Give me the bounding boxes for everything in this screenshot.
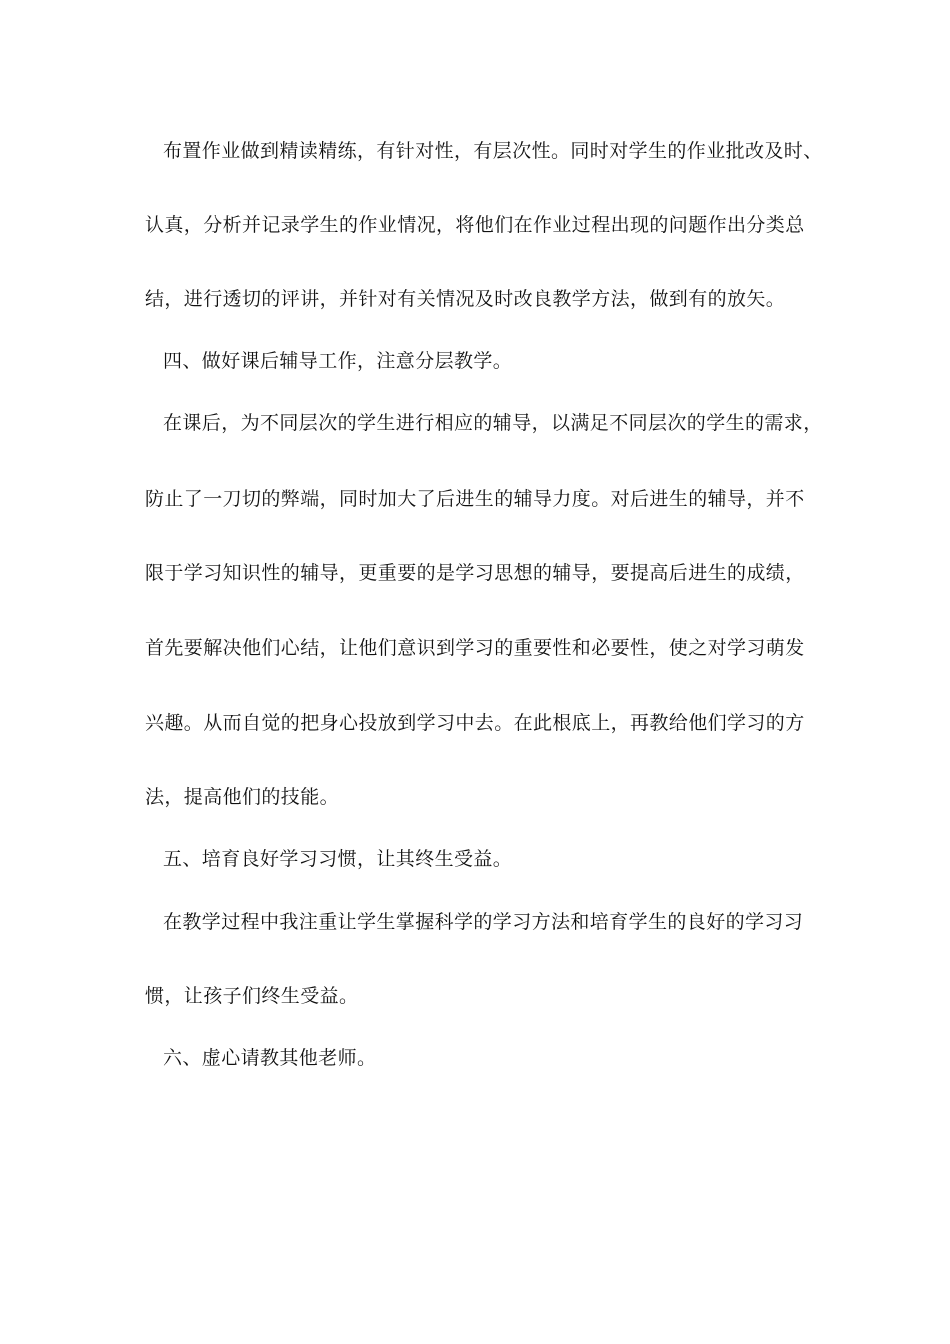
paragraph-line: 结，进行透切的评讲，并针对有关情况及时改良教学方法，做到有的放矢。 [145, 288, 786, 310]
section-heading: 四、做好课后辅导工作，注意分层教学。 [163, 350, 513, 372]
paragraph-line: 限于学习知识性的辅导，更重要的是学习思想的辅导，要提高后进生的成绩， [145, 562, 805, 584]
paragraph-line: 法，提高他们的技能。 [145, 786, 340, 808]
paragraph-line: 防止了一刀切的弊端，同时加大了后进生的辅导力度。对后进生的辅导，并不 [145, 488, 805, 510]
paragraph-line: 认真，分析并记录学生的作业情况，将他们在作业过程出现的问题作出分类总 [145, 214, 805, 236]
paragraph-line: 在教学过程中我注重让学生掌握科学的学习方法和培育学生的良好的学习习 [163, 911, 804, 933]
section-heading: 六、虚心请教其他老师。 [163, 1047, 377, 1069]
paragraph-line: 惯，让孩子们终生受益。 [145, 985, 359, 1007]
section-heading: 五、培育良好学习习惯，让其终生受益。 [163, 848, 513, 870]
paragraph-line: 兴趣。从而自觉的把身心投放到学习中去。在此根底上，再教给他们学习的方 [145, 712, 805, 734]
paragraph-line: 在课后，为不同层次的学生进行相应的辅导，以满足不同层次的学生的需求， [163, 412, 823, 434]
paragraph-line: 布置作业做到精读精练，有针对性，有层次性。同时对学生的作业批改及时、 [163, 140, 823, 162]
paragraph-line: 首先要解决他们心结，让他们意识到学习的重要性和必要性，使之对学习萌发 [145, 637, 805, 659]
